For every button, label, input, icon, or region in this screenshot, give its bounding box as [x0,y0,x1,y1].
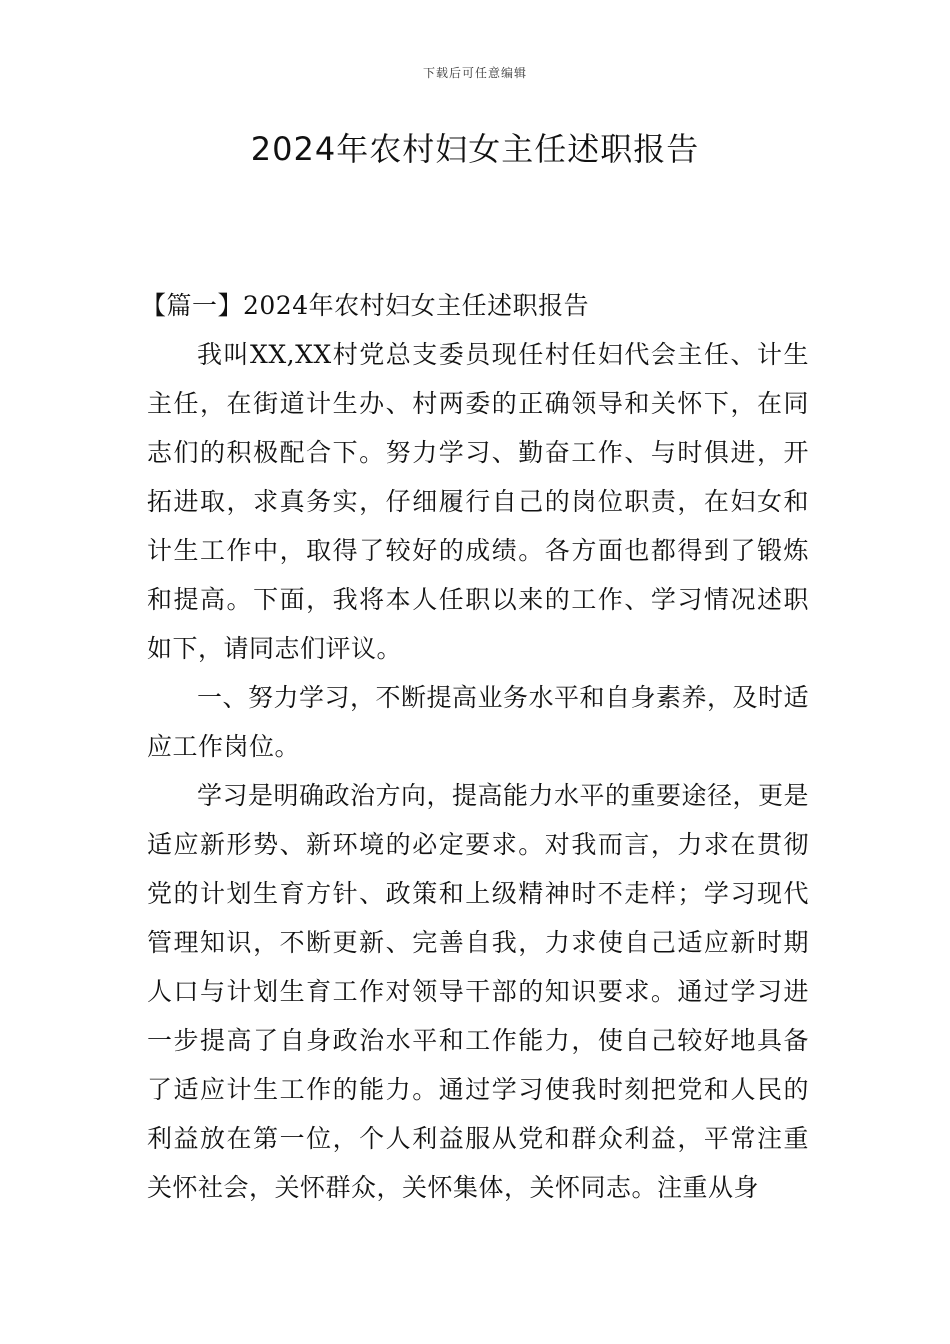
header-note: 下载后可任意编辑 [422,66,527,80]
section-heading: 【篇一】2024年农村妇女主任述职报告 [141,291,590,320]
document-body [141,281,810,1212]
paragraph: 我叫XX,XX村党总支委员现任村任妇代会主任、计生主任，在街道计生办、村两委的正确领导和关怀下，在同志们的积极配合下。努力学习、勤奋工作、与时俱进，开拓进取，求真务实，仔细履行自己的岗位职责，在妇女和计生工作中，取得了较好的成绩。各方面也都得到了锻炼和提高。下面，我将本人任职以来的工作、学习情况述职如下，请同志们评议。 [147,340,809,663]
paragraph: 一、努力学习，不断提高业务水平和自身素养，及时适应工作岗位。 [147,683,810,761]
paragraph: 学习是明确政治方向，提高能力水平的重要途径，更是适应新形势、新环境的必定要求。对我而言，力求在贯彻党的计划生育方针、政策和上级精神时不走样；学习现代管理知识，不断更新、完善自我，力求使自己适应新时期人口与计划生育工作对领导干部的知识要求。通过学习进一步提高了自身政治水平和工作能力，使自己较好地具备了适应计生工作的能力。通过学习使我时刻把党和人民的利益放在第一位，个人利益服从党和群众利益，平常注重关怀社会，关怀群众，关怀集体，关怀同志。注重从身 [147,781,810,1202]
document-title: 2024年农村妇女主任述职报告 [250,130,700,168]
